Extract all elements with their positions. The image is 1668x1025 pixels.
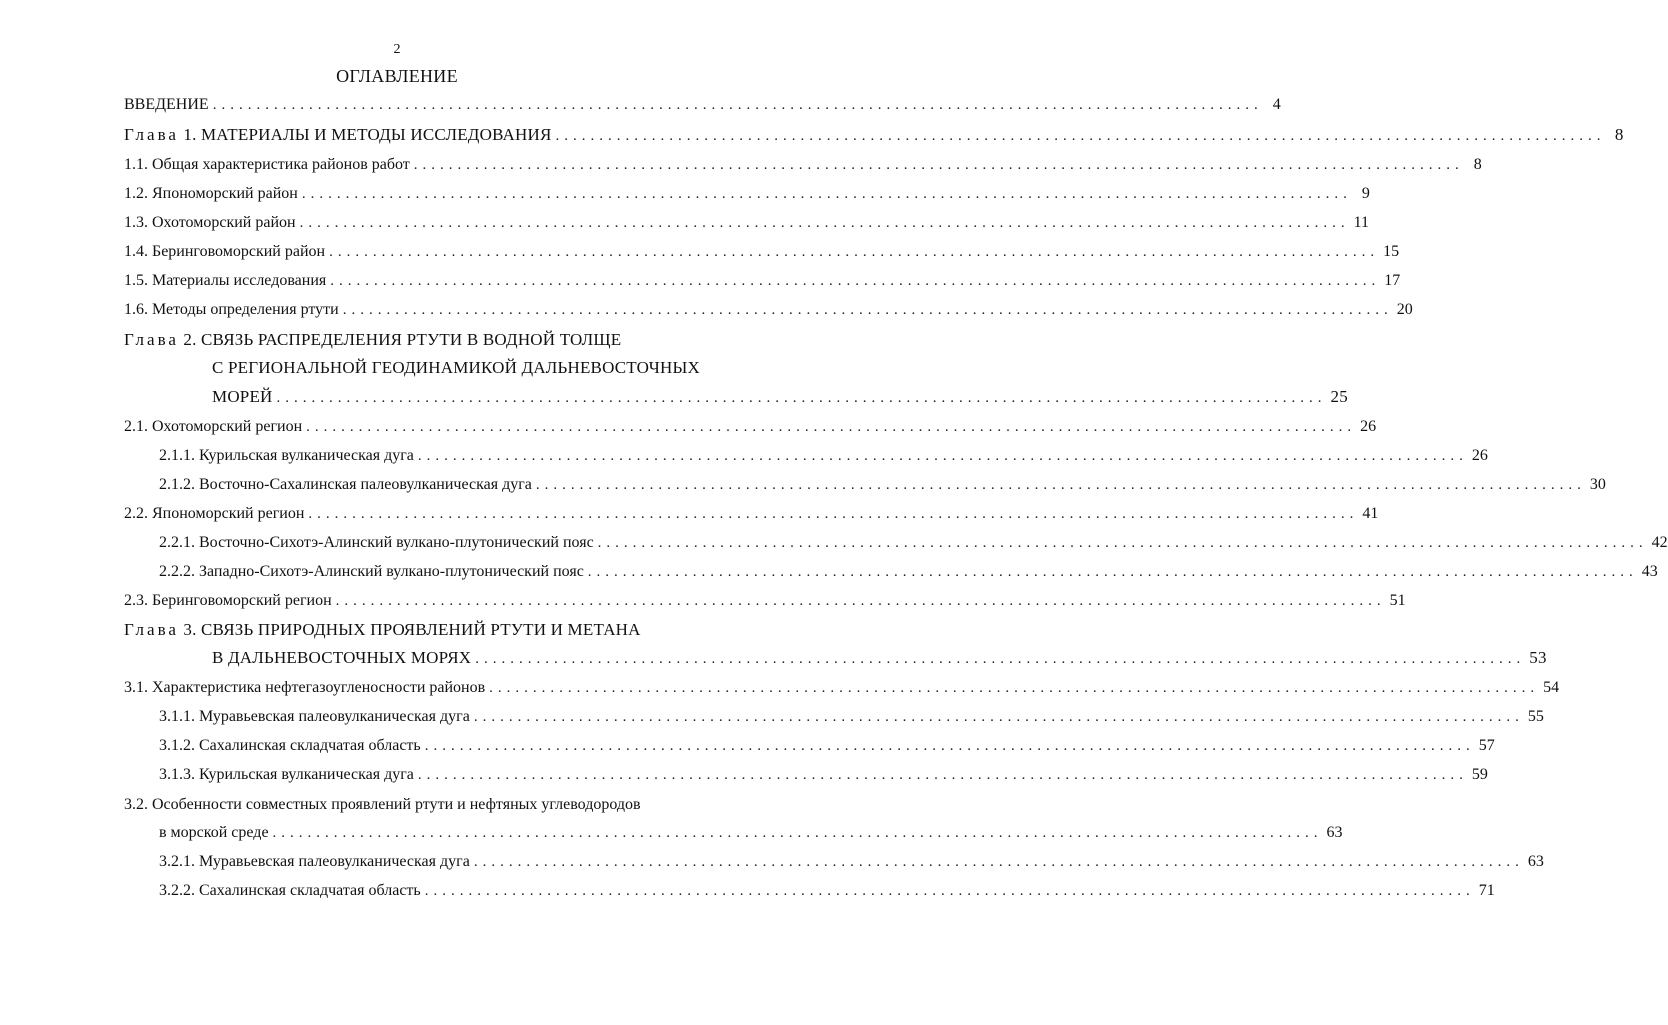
dot-leader: ........................................................................................................................ xyxy=(475,651,1526,667)
toc-entry-chapter-2[interactable] xyxy=(124,330,621,350)
toc-page-number: 20 xyxy=(1396,301,1413,318)
toc-entry-text: 2.1.2. Восточно-Сахалинская палеовулканическая дуга xyxy=(159,476,532,493)
toc-entry-text: В ДАЛЬНЕВОСТОЧНЫХ МОРЯХ xyxy=(212,648,472,667)
toc-entry-text: 1. МАТЕРИАЛЫ И МЕТОДЫ ИССЛЕДОВАНИЯ xyxy=(183,125,552,144)
dot-leader: ........................................................................................................................ xyxy=(335,593,1386,609)
toc-entry-text: 1.4. Беринговоморский район xyxy=(124,243,326,260)
toc-page-number: 8 xyxy=(1614,125,1624,144)
dot-leader: ........................................................................................................................ xyxy=(555,128,1606,144)
toc-page-number: 71 xyxy=(1478,882,1495,899)
dot-leader: ........................................................................................................................ xyxy=(597,535,1648,551)
toc-entry-section[interactable] xyxy=(124,591,1406,611)
toc-entry-section[interactable] xyxy=(124,417,1377,437)
toc-page-number: 54 xyxy=(1543,679,1560,696)
toc-page-number: 25 xyxy=(1330,387,1348,406)
toc-page-number: 63 xyxy=(1326,824,1343,841)
toc-entry-section-3-2[interactable]: 3.2. Особенности совместных проявлений ртути и нефтяных углеводородов xyxy=(124,796,641,813)
dot-leader: ........................................................................................................................ xyxy=(308,506,1359,522)
toc-entry-section[interactable] xyxy=(124,271,1401,291)
dot-leader: ........................................................................................................................ xyxy=(424,883,1475,899)
dot-leader: ........................................................................................................................ xyxy=(272,825,1323,841)
toc-entry-text: 3.1.3. Курильская вулканическая дуга xyxy=(159,766,414,783)
dot-leader: ........................................................................................................................ xyxy=(473,854,1524,870)
page-number: 2 xyxy=(393,42,401,57)
toc-entry-text: 3. СВЯЗЬ ПРИРОДНЫХ ПРОЯВЛЕНИЙ РТУТИ И МЕТАНА xyxy=(183,620,641,639)
dot-leader: ........................................................................................................................ xyxy=(587,564,1638,580)
toc-page-number: 55 xyxy=(1527,708,1544,725)
toc-entry-text: 2.1. Охотоморский регион xyxy=(124,418,303,435)
toc-entry-text: ВВЕДЕНИЕ xyxy=(124,96,209,113)
dot-leader: ........................................................................................................................ xyxy=(413,157,1464,173)
toc-title: ОГЛАВЛЕНИЕ xyxy=(336,66,458,86)
chapter-prefix: Глава xyxy=(124,620,179,639)
dot-leader: ........................................................................................................................ xyxy=(212,97,1263,113)
dot-leader: ........................................................................................................................ xyxy=(301,186,1352,202)
toc-entry-text: 2.1.1. Курильская вулканическая дуга xyxy=(159,447,414,464)
toc-entry-subsection[interactable] xyxy=(159,765,1488,785)
toc-entry-subsection[interactable] xyxy=(159,881,1495,901)
toc-entry-text: 2.2.1. Восточно-Сихотэ-Алинский вулкано-плутонический пояс xyxy=(159,534,594,551)
toc-entry-section[interactable] xyxy=(124,184,1370,204)
chapter-prefix: Глава xyxy=(124,125,179,144)
dot-leader: ........................................................................................................................ xyxy=(417,448,1468,464)
toc-page-number: 41 xyxy=(1362,505,1379,522)
dot-leader: ........................................................................................................................ xyxy=(535,477,1586,493)
toc-entry-text: 3.2.1. Муравьевская палеовулканическая дуга xyxy=(159,853,470,870)
toc-page-number: 15 xyxy=(1383,243,1400,260)
toc-entry-text: 1.1. Общая характеристика районов работ xyxy=(124,156,410,173)
toc-entry-text: МОРЕЙ xyxy=(212,387,273,406)
toc-entry-section[interactable] xyxy=(124,213,1369,233)
toc-page-number: 26 xyxy=(1360,418,1377,435)
toc-page-number: 42 xyxy=(1651,534,1668,551)
toc-entry-chapter-1[interactable] xyxy=(124,125,1624,146)
toc-entry-text: 1.6. Методы определения ртути xyxy=(124,301,339,318)
toc-entry-text: 1.2. Япономорский район xyxy=(124,185,298,202)
toc-entry-text: 3.1.2. Сахалинская складчатая область xyxy=(159,737,421,754)
toc-entry-text: 1.3. Охотоморский район xyxy=(124,214,296,231)
dot-leader: ........................................................................................................................ xyxy=(299,215,1350,231)
toc-page-number: 43 xyxy=(1641,563,1658,580)
toc-entry-section[interactable] xyxy=(124,242,1400,262)
toc-entry-subsection[interactable] xyxy=(159,562,1658,582)
toc-page-number: 8 xyxy=(1473,156,1482,173)
toc-page-number: 63 xyxy=(1527,853,1544,870)
dot-leader: ........................................................................................................................ xyxy=(417,767,1468,783)
toc-page-number: 26 xyxy=(1471,447,1488,464)
toc-entry-chapter-3-line-2[interactable] xyxy=(212,648,1547,669)
toc-page-number: 17 xyxy=(1384,272,1401,289)
toc-entry-section[interactable] xyxy=(124,504,1379,524)
chapter-prefix: Глава xyxy=(124,330,179,349)
dot-leader: ........................................................................................................................ xyxy=(329,244,1380,260)
toc-entry-text: 3.1. Характеристика нефтегазоугленосности районов xyxy=(124,679,486,696)
toc-entry-subsection[interactable] xyxy=(159,533,1668,553)
toc-entry-subsection[interactable] xyxy=(159,446,1488,466)
dot-leader: ........................................................................................................................ xyxy=(306,419,1357,435)
toc-entry-chapter-3[interactable] xyxy=(124,620,641,640)
toc-entry-text: 2.3. Беринговоморский регион xyxy=(124,592,332,609)
toc-page-number: 51 xyxy=(1389,592,1406,609)
toc-entry-text: 3.2.2. Сахалинская складчатая область xyxy=(159,882,421,899)
toc-entry-subsection[interactable] xyxy=(159,736,1495,756)
toc-entry-text: 2. СВЯЗЬ РАСПРЕДЕЛЕНИЯ РТУТИ В ВОДНОЙ ТОЛЩЕ xyxy=(183,330,622,349)
dot-leader: ........................................................................................................................ xyxy=(342,302,1393,318)
toc-page-number: 59 xyxy=(1471,766,1488,783)
toc-entry-section[interactable] xyxy=(124,155,1482,175)
toc-entry-text: в морской среде xyxy=(159,824,269,841)
toc-entry-subsection[interactable] xyxy=(159,707,1544,727)
toc-page-number: 4 xyxy=(1272,96,1281,113)
toc-page-number: 30 xyxy=(1589,476,1606,493)
toc-entry-chapter-2-line-3[interactable] xyxy=(212,387,1348,408)
toc-entry-text: 2.2. Япономорский регион xyxy=(124,505,305,522)
toc-entry-subsection[interactable] xyxy=(159,475,1606,495)
toc-page-number: 11 xyxy=(1353,214,1369,231)
toc-entry-subsection[interactable] xyxy=(159,852,1544,872)
toc-entry-text: 1.5. Материалы исследования xyxy=(124,272,327,289)
toc-entry-section[interactable] xyxy=(124,678,1560,698)
toc-entry-chapter-2-line-2: С РЕГИОНАЛЬНОЙ ГЕОДИНАМИКОЙ ДАЛЬНЕВОСТОЧНЫХ xyxy=(212,358,700,377)
toc-entry-text: 2.2.2. Западно-Сихотэ-Алинский вулкано-плутонический пояс xyxy=(159,563,584,580)
toc-entry-section-3-2-line-2[interactable] xyxy=(159,823,1343,843)
toc-page-number: 57 xyxy=(1478,737,1495,754)
toc-entry-section[interactable] xyxy=(124,300,1413,320)
toc-page-number: 9 xyxy=(1361,185,1370,202)
dot-leader: ........................................................................................................................ xyxy=(330,273,1381,289)
toc-page-number: 53 xyxy=(1529,648,1547,667)
toc-entry-introduction[interactable] xyxy=(124,95,1281,115)
dot-leader: ........................................................................................................................ xyxy=(473,709,1524,725)
toc-entry-text: 3.1.1. Муравьевская палеовулканическая дуга xyxy=(159,708,470,725)
dot-leader: ........................................................................................................................ xyxy=(489,680,1540,696)
dot-leader: ........................................................................................................................ xyxy=(424,738,1475,754)
dot-leader: ........................................................................................................................ xyxy=(276,390,1327,406)
